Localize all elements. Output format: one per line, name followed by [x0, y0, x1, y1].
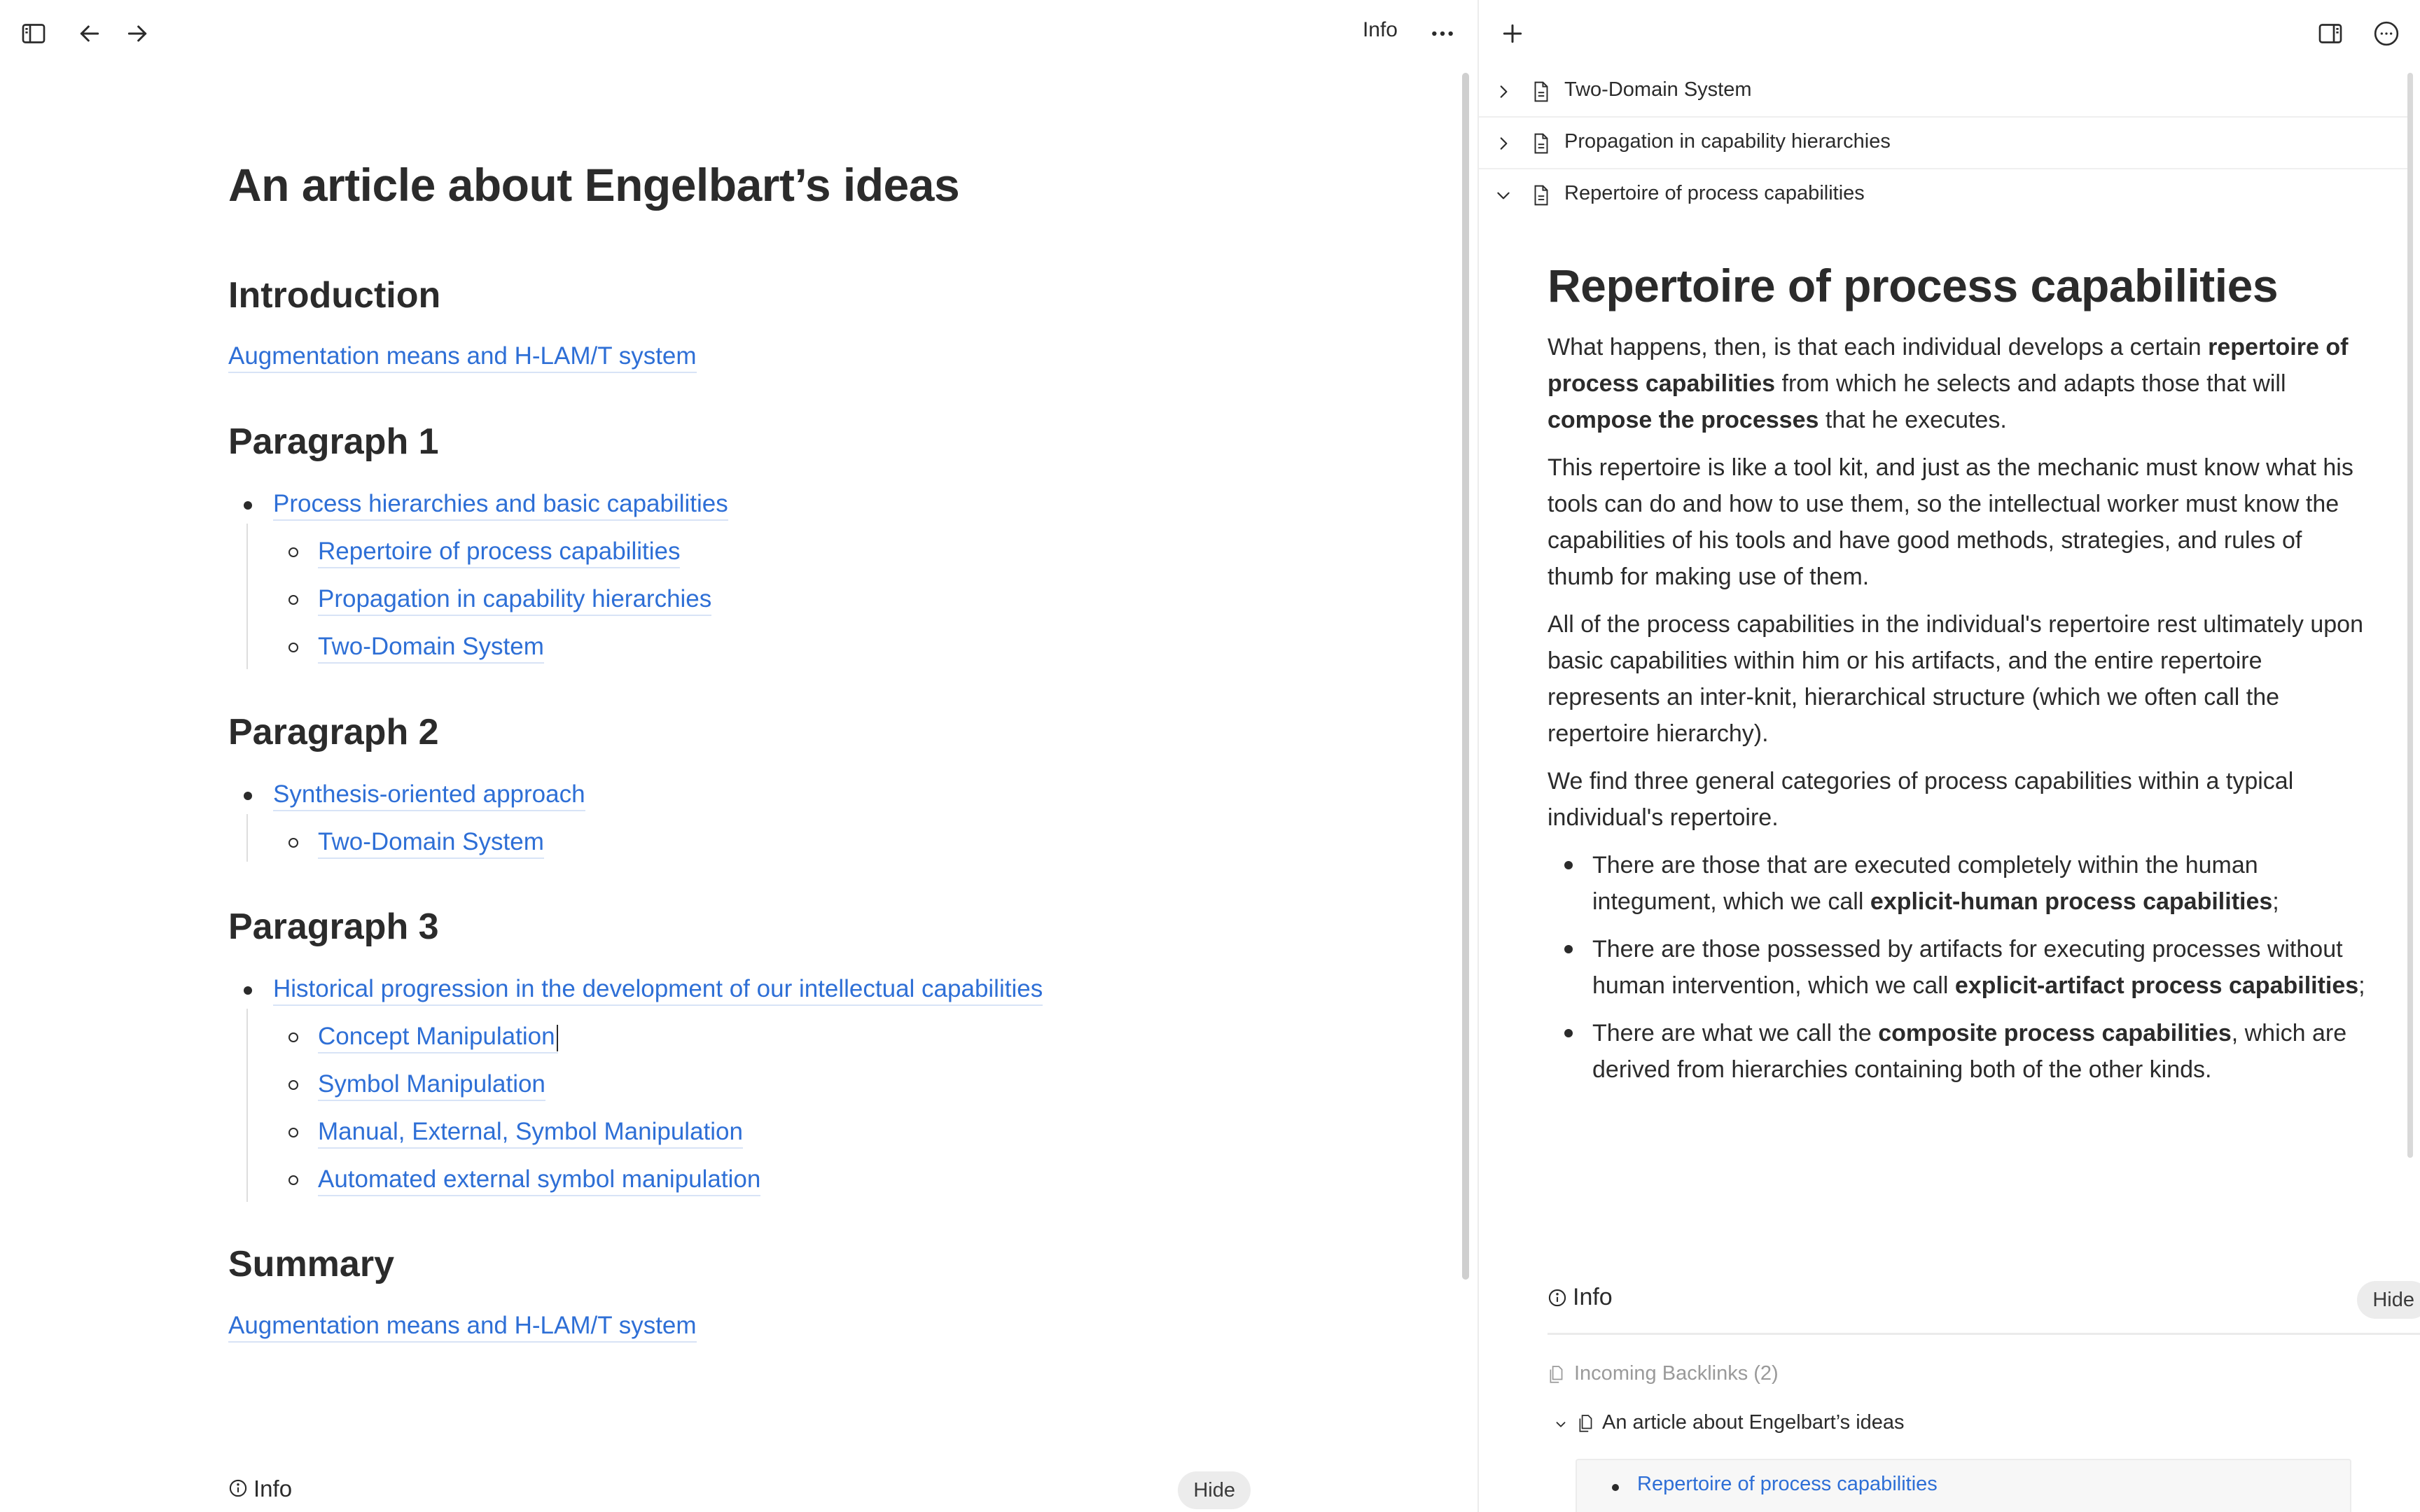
paragraph[interactable]: We find three general categories of process capabilities within a typical individual's repertoire. — [1548, 768, 2294, 831]
bullet-dot — [1612, 1484, 1619, 1491]
bullet-ring[interactable] — [288, 1175, 298, 1185]
sidebar-toggle-icon[interactable] — [17, 17, 50, 50]
link-two-domain-system[interactable]: Two-Domain System — [318, 631, 544, 664]
bullet-ring[interactable] — [288, 1032, 298, 1042]
bullet-dot[interactable] — [244, 792, 252, 800]
more-circle-icon[interactable] — [2370, 17, 2403, 50]
link-automated-external-symbol-manipulation[interactable]: Automated external symbol manipulation — [318, 1164, 760, 1196]
chevron-right-icon[interactable] — [1494, 83, 1512, 101]
back-arrow-icon[interactable] — [73, 17, 106, 50]
bullet-ring[interactable] — [288, 1080, 298, 1090]
bullet-dot — [1564, 861, 1573, 869]
paragraph[interactable]: This repertoire is like a tool kit, and just as the mechanic must know what his tools can do and how to use them, so the intellectual worker must know the capabilities of his tools and have good methods, strategies, and rules of thumb for making use of them. — [1548, 454, 2353, 590]
bold-text: repertoire of process capabilities — [1548, 334, 2349, 397]
list-item[interactable] — [1548, 1015, 2367, 1088]
sidebar-document-body — [1548, 259, 2367, 1099]
link-concept-manipulation[interactable] — [318, 1021, 558, 1054]
bullet-ring[interactable] — [288, 838, 298, 848]
nested-list-guide-line — [246, 814, 248, 862]
backlink-repertoire-link[interactable]: Repertoire of process capabilities — [1637, 1473, 1938, 1495]
plus-icon[interactable] — [1496, 17, 1529, 50]
paragraph[interactable] — [1548, 329, 2367, 438]
link-two-domain-system[interactable]: Two-Domain System — [318, 827, 544, 859]
text: , which are derived from hierarchies containing both of the other kinds. — [1592, 1020, 2347, 1083]
chevron-down-icon[interactable] — [1494, 186, 1512, 204]
divider — [1548, 1333, 2420, 1335]
backlinks-icon — [1577, 1414, 1595, 1434]
sidebar-page-title[interactable]: Repertoire of process capabilities — [1548, 260, 2279, 312]
stack-item-label: Two-Domain System — [1564, 78, 1752, 101]
text: There are what we call the — [1592, 1020, 1879, 1046]
info-circle-icon — [228, 1478, 248, 1502]
heading-paragraph-3[interactable]: Paragraph 3 — [228, 906, 439, 947]
right-scrollbar[interactable] — [2407, 73, 2413, 1158]
hide-info-button[interactable]: Hide — [2357, 1281, 2420, 1319]
heading-summary[interactable]: Summary — [228, 1244, 394, 1284]
more-horizontal-icon[interactable] — [1426, 17, 1459, 50]
text: What happens, then, is that each individual develops a certain — [1548, 334, 2209, 360]
heading-introduction[interactable]: Introduction — [228, 275, 441, 316]
document-icon — [1531, 80, 1552, 104]
info-section-title: Info — [1573, 1284, 1613, 1310]
stack-item-repertoire[interactable] — [1479, 169, 2407, 221]
link-augmentation-means[interactable]: Augmentation means and H-LAM/T system — [228, 341, 697, 373]
bullet-dot — [1564, 945, 1573, 953]
stack-item-label: Propagation in capability hierarchies — [1564, 130, 1891, 153]
bullet-ring[interactable] — [288, 643, 298, 652]
chevron-right-icon[interactable] — [1494, 134, 1512, 153]
link-historical-progression[interactable]: Historical progression in the development of our intellectual capabilities — [273, 974, 1043, 1006]
text: that he executes. — [1819, 407, 2007, 433]
text: There are those possessed by artifacts for executing processes without human intervention, which we call — [1592, 936, 2343, 999]
forward-arrow-icon[interactable] — [120, 17, 154, 50]
link-process-hierarchies[interactable]: Process hierarchies and basic capabilities — [273, 489, 728, 521]
link-symbol-manipulation[interactable]: Symbol Manipulation — [318, 1069, 545, 1101]
heading-paragraph-2[interactable]: Paragraph 2 — [228, 712, 439, 752]
link-concept-manipulation-text: Concept Manipulation — [318, 1023, 555, 1050]
link-propagation-in-capability-hierarchies[interactable]: Propagation in capability hierarchies — [318, 584, 711, 616]
bullet-dot[interactable] — [244, 501, 252, 510]
chevron-down-icon[interactable] — [1553, 1417, 1569, 1432]
heading-paragraph-1[interactable]: Paragraph 1 — [228, 421, 439, 462]
text: from which he selects and adapts those that will — [1775, 370, 2286, 397]
nested-list-guide-line — [246, 524, 248, 669]
left-scrollbar[interactable] — [1462, 73, 1469, 1280]
bullet-list — [1548, 847, 2367, 1088]
sidebar-right-icon[interactable] — [2314, 17, 2347, 50]
bold-text: explicit-artifact process capabilities — [1954, 972, 2359, 999]
bold-text: compose the processes — [1548, 407, 1819, 433]
info-toggle-button[interactable]: Info — [1362, 18, 1398, 41]
stack-item-propagation[interactable] — [1479, 118, 2407, 169]
bullet-ring[interactable] — [288, 595, 298, 605]
hide-info-button[interactable]: Hide — [1178, 1471, 1251, 1509]
bullet-ring[interactable] — [288, 1128, 298, 1138]
text: There are those that are executed completely within the human integument, which we call — [1592, 852, 2258, 915]
paragraph[interactable]: All of the process capabilities in the individual's repertoire rest ultimately upon basic capabilities within him or his artifacts, and the entire repertoire represents an inter-knit, hierarchical structure (which we often call the repertoire hierarchy). — [1548, 611, 2363, 747]
stack-item-label: Repertoire of process capabilities — [1564, 182, 1865, 204]
document-icon — [1531, 183, 1552, 207]
bold-text: composite process capabilities — [1878, 1020, 2232, 1046]
link-repertoire-of-process-capabilities[interactable]: Repertoire of process capabilities — [318, 536, 680, 568]
list-item[interactable] — [1548, 931, 2367, 1004]
sidebar-stack-pane — [1479, 0, 2420, 1512]
link-augmentation-means[interactable]: Augmentation means and H-LAM/T system — [228, 1310, 697, 1343]
info-circle-icon — [1548, 1288, 1567, 1311]
stack-item-two-domain-system[interactable] — [1479, 66, 2407, 118]
backlink-context-card — [1576, 1459, 2351, 1512]
incoming-backlinks-label: Incoming Backlinks (2) — [1574, 1362, 1779, 1385]
info-section-title: Info — [253, 1476, 293, 1502]
bold-text: explicit-human process capabilities — [1870, 888, 2273, 915]
left-toolbar — [0, 0, 1477, 67]
nested-list-guide-line — [246, 1009, 248, 1202]
text-cursor — [557, 1025, 558, 1051]
text: ; — [2358, 972, 2365, 999]
document-icon — [1531, 132, 1552, 155]
page-title[interactable]: An article about Engelbart’s ideas — [228, 159, 960, 211]
list-item[interactable] — [1548, 847, 2367, 920]
backlinks-icon — [1548, 1365, 1566, 1385]
backlink-source-title: An article about Engelbart’s ideas — [1602, 1411, 1905, 1434]
link-manual-external-symbol-manipulation[interactable]: Manual, External, Symbol Manipulation — [318, 1116, 743, 1149]
info-section-header — [228, 1469, 1251, 1511]
link-synthesis-oriented-approach[interactable]: Synthesis-oriented approach — [273, 779, 585, 811]
text: ; — [2272, 888, 2279, 915]
bullet-ring[interactable] — [288, 547, 298, 557]
bullet-dot[interactable] — [244, 986, 252, 995]
bullet-dot — [1564, 1029, 1573, 1037]
